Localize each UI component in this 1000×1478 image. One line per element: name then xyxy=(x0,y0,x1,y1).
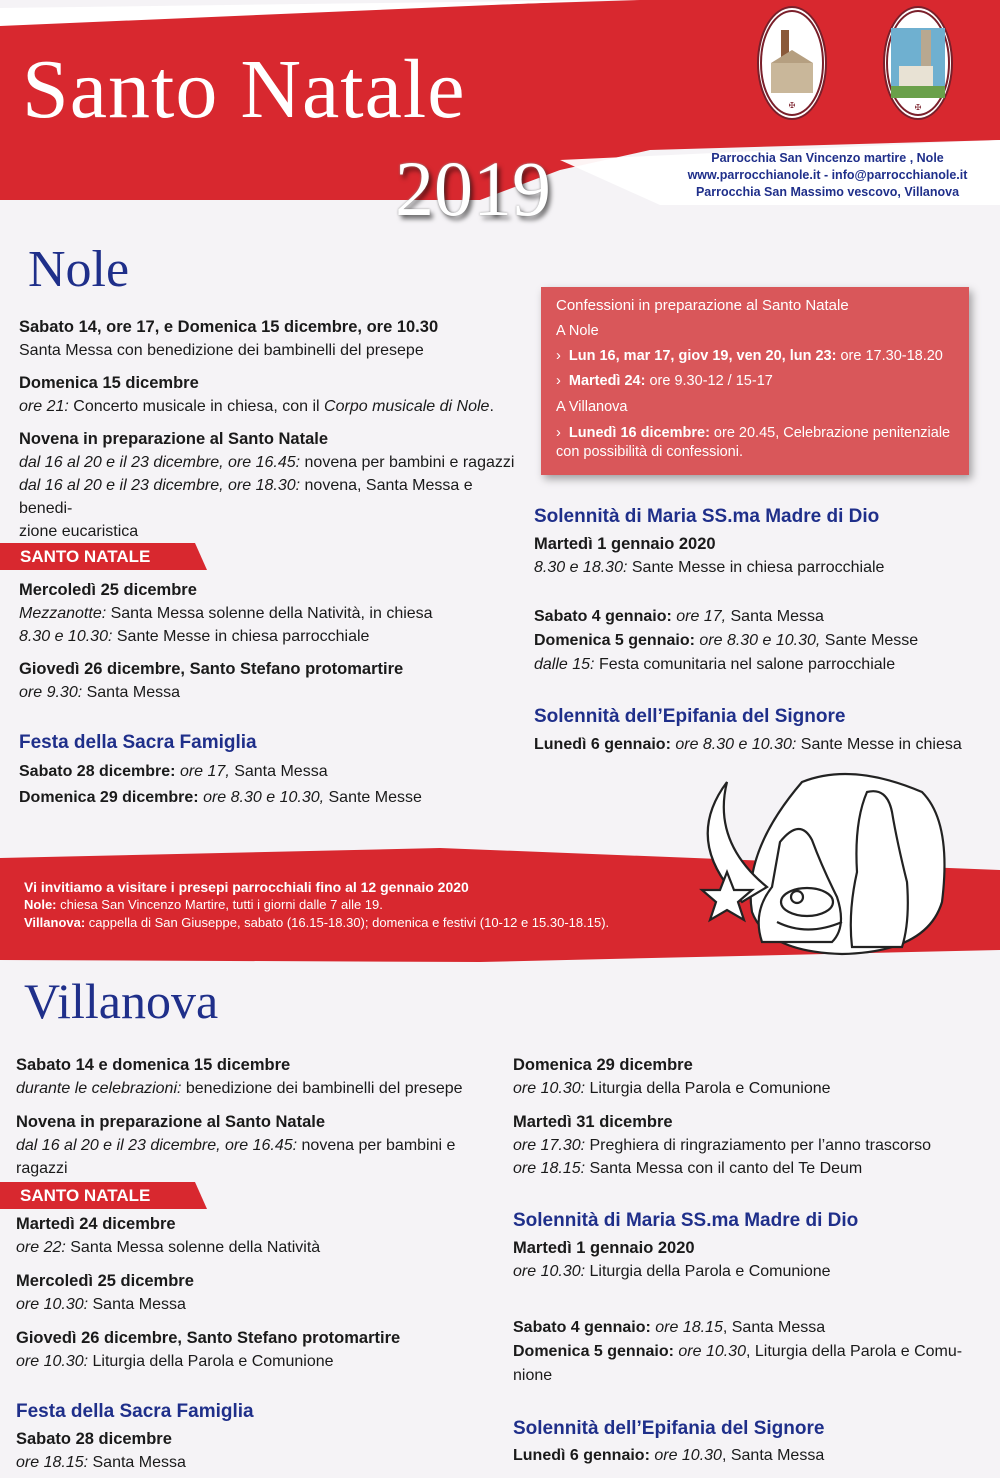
entry-line: ore 21: Concerto musicale in chiesa, con il Corpo musicale di Nole. xyxy=(19,398,494,415)
svg-text:✠: ✠ xyxy=(788,101,796,110)
nole-entry xyxy=(19,316,519,362)
villanova-natale-entry xyxy=(16,1270,506,1316)
entry-line: dalle 15: Festa comunitaria nel salone parrocchiale xyxy=(534,656,896,673)
nole-natale-entry xyxy=(19,579,529,648)
nole-maria-title: Solennità di Maria SS.ma Madre di Dio xyxy=(534,506,880,527)
entry-title: Mercoledì 25 dicembre xyxy=(16,1272,194,1290)
entry-title: Sabato 28 dicembre xyxy=(16,1430,172,1448)
confessioni-item: › Lun 16, mar 17, giov 19, ven 20, lun 23: ore 17.30-18.20 xyxy=(556,348,943,364)
band-tip xyxy=(195,543,207,570)
villanova-heading: Villanova xyxy=(24,973,219,1029)
entry-line: ore 10.30: Liturgia della Parola e Comunione xyxy=(513,1263,831,1280)
confessioni-title: Confessioni in preparazione al Santo Natale xyxy=(556,297,849,314)
villanova-famiglia-entry xyxy=(16,1428,506,1474)
villanova-natale-entry xyxy=(16,1213,506,1259)
parish-logo-san-massimo xyxy=(883,6,953,120)
entry-line: Domenica 29 dicembre: ore 8.30 e 10.30, Sante Messe xyxy=(19,789,422,806)
nole-natale-entry xyxy=(19,658,529,704)
entry-title: Domenica 15 dicembre xyxy=(19,374,199,392)
entry-line: ore 9.30: Santa Messa xyxy=(19,684,180,701)
entry-title: Martedì 1 gennaio 2020 xyxy=(534,535,716,553)
villanova-epifania-title: Solennità dell’Epifania del Signore xyxy=(513,1418,825,1439)
entry-line: durante le celebrazioni: benedizione dei bambinelli del presepe xyxy=(16,1080,463,1097)
villanova-entry xyxy=(16,1111,506,1180)
parish-info-line: Parrocchia San Massimo vescovo, Villanova xyxy=(695,185,960,199)
villanova-right-entry xyxy=(513,1054,993,1100)
entry-line: Sabato 28 dicembre: ore 17, Santa Messa xyxy=(19,763,328,780)
nole-gennaio-entry xyxy=(534,605,994,677)
villanova-gennaio-entry xyxy=(513,1316,993,1388)
parish-info xyxy=(655,150,1000,201)
chevron-right-icon: › xyxy=(556,348,569,364)
band-tip xyxy=(195,1182,207,1209)
nole-epifania-entry xyxy=(534,733,994,756)
confessioni-item: › Martedì 24: ore 9.30-12 / 15-17 xyxy=(556,373,773,389)
presepi-line: Villanova: cappella di San Giuseppe, sabato (16.15-18.30); domenica e festivi (10-12 e 15.30-18.15). xyxy=(24,915,610,930)
nole-famiglia-title: Festa della Sacra Famiglia xyxy=(19,732,257,753)
confessioni-item: › Lunedì 16 dicembre: ore 20.45, Celebrazione penitenziale xyxy=(556,425,951,441)
nole-maria-entry xyxy=(534,533,994,579)
page-year: 2019 xyxy=(395,145,551,232)
entry-title: Novena in preparazione al Santo Natale xyxy=(19,430,329,448)
entry-line: 8.30 e 18.30: Sante Messe in chiesa parrocchiale xyxy=(534,559,885,576)
chevron-right-icon: › xyxy=(556,425,569,441)
entry-line: ore 10.30: Liturgia della Parola e Comunione xyxy=(16,1353,334,1370)
nole-natale-band: SANTO NATALE xyxy=(0,543,195,570)
villanova-natale-entry xyxy=(16,1327,506,1373)
confessioni-nole-label: A Nole xyxy=(556,323,599,339)
presepi-line: Nole: chiesa San Vincenzo Martire, tutti i giorni dalle 7 alle 19. xyxy=(24,897,383,912)
presepi-text xyxy=(24,878,609,932)
entry-line: Domenica 5 gennaio: ore 10.30, Liturgia della Parola e Comu- xyxy=(513,1343,963,1360)
entry-title: Giovedì 26 dicembre, Santo Stefano protomartire xyxy=(19,660,404,678)
entry-line: Lunedì 6 gennaio: ore 8.30 e 10.30: Sante Messe in chiesa xyxy=(534,736,962,753)
entry-line: dal 16 al 20 e il 23 dicembre, ore 18.30: novena, Santa Messa e benedi- xyxy=(19,477,473,517)
entry-line: ore 18.15: Santa Messa con il canto del Te Deum xyxy=(513,1160,863,1177)
parish-info-line: Parrocchia San Vincenzo martire , Nole xyxy=(711,151,944,165)
villanova-epifania-entry xyxy=(513,1444,993,1467)
villanova-entry xyxy=(16,1054,506,1100)
villanova-famiglia-title: Festa della Sacra Famiglia xyxy=(16,1401,254,1422)
entry-title: Martedì 1 gennaio 2020 xyxy=(513,1239,695,1257)
parish-logo-san-vincenzo xyxy=(757,6,827,120)
entry-line: Domenica 5 gennaio: ore 8.30 e 10.30, Sante Messe xyxy=(534,632,919,649)
nole-heading: Nole xyxy=(28,241,130,298)
villanova-natale-band: SANTO NATALE xyxy=(0,1182,195,1209)
entry-title: Novena in preparazione al Santo Natale xyxy=(16,1113,326,1131)
entry-line: dal 16 al 20 e il 23 dicembre, ore 16.45: novena per bambini e ragazzi xyxy=(16,1137,456,1177)
entry-title: Mercoledì 25 dicembre xyxy=(19,581,197,599)
parish-info-link[interactable]: www.parrocchianole.it - info@parrocchianole.it xyxy=(687,168,968,182)
entry-line: ore 18.15: Santa Messa xyxy=(16,1454,186,1471)
entry-title: Sabato 14 e domenica 15 dicembre xyxy=(16,1056,291,1074)
entry-title: Domenica 29 dicembre xyxy=(513,1056,693,1074)
confessioni-item-cont: con possibilità di confessioni. xyxy=(556,444,743,460)
nole-entry xyxy=(19,428,529,543)
entry-title: Martedì 31 dicembre xyxy=(513,1113,673,1131)
nativity-illustration xyxy=(672,762,962,957)
presepi-line: Vi invitiamo a visitare i presepi parrocchiali fino al 12 gennaio 2020 xyxy=(24,879,469,895)
entry-line: Mezzanotte: Santa Messa solenne della Natività, in chiesa xyxy=(19,605,433,622)
entry-line: ore 17.30: Preghiera di ringraziamento per l’anno trascorso xyxy=(513,1137,932,1154)
villanova-right-entry xyxy=(513,1111,993,1180)
entry-line: Lunedì 6 gennaio: ore 10.30, Santa Messa xyxy=(513,1447,825,1464)
villanova-maria-title: Solennità di Maria SS.ma Madre di Dio xyxy=(513,1210,859,1231)
entry-line: ore 22: Santa Messa solenne della Natività xyxy=(16,1239,321,1256)
entry-line: nione xyxy=(513,1367,553,1384)
entry-line: Sabato 4 gennaio: ore 18.15, Santa Messa xyxy=(513,1319,826,1336)
entry-line: Sabato 4 gennaio: ore 17, Santa Messa xyxy=(534,608,824,625)
chevron-right-icon: › xyxy=(556,373,569,389)
svg-text:✠: ✠ xyxy=(914,103,922,112)
entry-line: dal 16 al 20 e il 23 dicembre, ore 16.45: novena per bambini e ragazzi xyxy=(19,454,515,471)
entry-line: 8.30 e 10.30: Sante Messe in chiesa parrocchiale xyxy=(19,628,370,645)
nole-epifania-title: Solennità dell’Epifania del Signore xyxy=(534,706,846,727)
villanova-maria-entry xyxy=(513,1237,993,1283)
page-title: Santo Natale xyxy=(22,43,466,136)
entry-title: Martedì 24 dicembre xyxy=(16,1215,176,1233)
confessioni-villanova-label: A Villanova xyxy=(556,399,628,415)
nole-famiglia-lines xyxy=(19,760,529,809)
entry-title: Giovedì 26 dicembre, Santo Stefano protomartire xyxy=(16,1329,401,1347)
nole-entry xyxy=(19,372,529,418)
entry-line: Santa Messa con benedizione dei bambinelli del presepe xyxy=(19,342,424,359)
entry-line: ore 10.30: Liturgia della Parola e Comunione xyxy=(513,1080,831,1097)
entry-line: zione eucaristica xyxy=(19,523,139,540)
entry-title: Sabato 14, ore 17, e Domenica 15 dicembre, ore 10.30 xyxy=(19,318,439,336)
entry-line: ore 10.30: Santa Messa xyxy=(16,1296,186,1313)
confessioni-box xyxy=(541,287,969,475)
